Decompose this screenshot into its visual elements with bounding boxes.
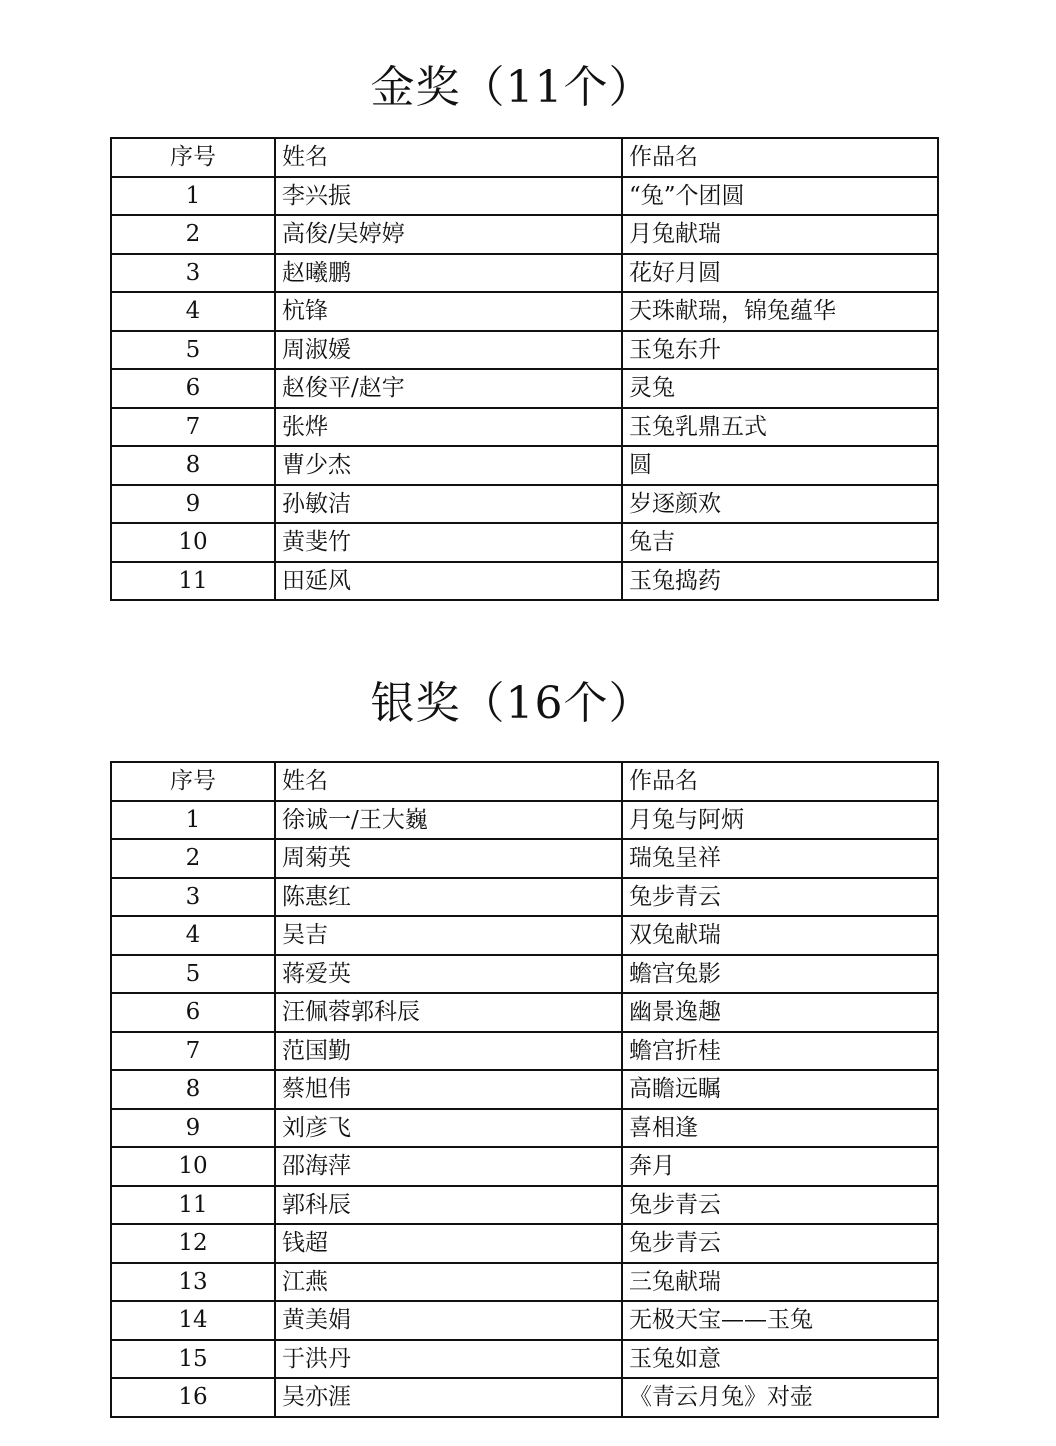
row-work: 圆 (622, 446, 938, 485)
row-name: 黄美娟 (275, 1301, 622, 1340)
row-number: 5 (111, 955, 275, 994)
row-name: 赵曦鹏 (275, 254, 622, 293)
row-work: 幽景逸趣 (622, 993, 938, 1032)
row-number: 4 (111, 916, 275, 955)
row-number: 7 (111, 408, 275, 447)
row-number: 11 (111, 1186, 275, 1225)
table-row (111, 254, 938, 293)
row-name: 郭科辰 (275, 1186, 622, 1225)
row-number: 6 (111, 993, 275, 1032)
row-name: 范国勤 (275, 1032, 622, 1071)
row-name: 赵俊平/赵宇 (275, 369, 622, 408)
table-row (111, 408, 938, 447)
row-name: 孙敏洁 (275, 485, 622, 524)
header-name: 姓名 (275, 138, 622, 177)
row-number: 9 (111, 1109, 275, 1148)
row-name: 吴吉 (275, 916, 622, 955)
row-name: 吴亦涯 (275, 1378, 622, 1417)
table-row (111, 177, 938, 216)
row-number: 10 (111, 523, 275, 562)
row-name: 高俊/吴婷婷 (275, 215, 622, 254)
row-work: 月兔与阿炳 (622, 801, 938, 840)
row-name: 蔡旭伟 (275, 1070, 622, 1109)
row-name: 徐诚一/王大巍 (275, 801, 622, 840)
table-row (111, 1070, 938, 1109)
row-number: 11 (111, 562, 275, 601)
row-number: 12 (111, 1224, 275, 1263)
row-work: 玉兔乳鼎五式 (622, 408, 938, 447)
table-row (111, 1263, 938, 1302)
row-work: 月兔献瑞 (622, 215, 938, 254)
row-name: 杭锋 (275, 292, 622, 331)
row-number: 3 (111, 254, 275, 293)
row-number: 4 (111, 292, 275, 331)
table-row (111, 562, 938, 601)
table-row (111, 993, 938, 1032)
table-row (111, 292, 938, 331)
row-work: 花好月圆 (622, 254, 938, 293)
row-work: 双兔献瑞 (622, 916, 938, 955)
table-row (111, 369, 938, 408)
row-name: 陈惠红 (275, 878, 622, 917)
row-work: 兔步青云 (622, 1186, 938, 1225)
table-row (111, 1186, 938, 1225)
row-work: 奔月 (622, 1147, 938, 1186)
table-row (111, 446, 938, 485)
table-row (111, 1378, 938, 1417)
row-name: 周菊英 (275, 839, 622, 878)
row-number: 9 (111, 485, 275, 524)
row-work: 无极天宝——玉兔 (622, 1301, 938, 1340)
row-number: 8 (111, 1070, 275, 1109)
row-name: 黄斐竹 (275, 523, 622, 562)
header-number: 序号 (111, 762, 275, 801)
table-header-row (111, 762, 938, 801)
table-row (111, 215, 938, 254)
table-row (111, 801, 938, 840)
row-work: “兔”个团圆 (622, 177, 938, 216)
row-number: 1 (111, 177, 275, 216)
table-row (111, 916, 938, 955)
row-name: 汪佩蓉郭科辰 (275, 993, 622, 1032)
row-work: 玉兔如意 (622, 1340, 938, 1379)
row-work: 玉兔东升 (622, 331, 938, 370)
row-number: 16 (111, 1378, 275, 1417)
table-row (111, 485, 938, 524)
row-work: 蟾宫兔影 (622, 955, 938, 994)
row-work: 玉兔捣药 (622, 562, 938, 601)
row-work: 喜相逢 (622, 1109, 938, 1148)
row-number: 1 (111, 801, 275, 840)
row-name: 钱超 (275, 1224, 622, 1263)
row-name: 李兴振 (275, 177, 622, 216)
silver-award-title: 银奖（16个） (370, 678, 654, 729)
row-work: 岁逐颜欢 (622, 485, 938, 524)
row-work: 天珠献瑞，锦兔蕴华 (622, 292, 938, 331)
table-row (111, 1147, 938, 1186)
row-number: 13 (111, 1263, 275, 1302)
silver-award-table (110, 761, 939, 1418)
row-number: 3 (111, 878, 275, 917)
row-work: 灵兔 (622, 369, 938, 408)
table-row (111, 1109, 938, 1148)
row-work: 兔步青云 (622, 878, 938, 917)
row-name: 田延风 (275, 562, 622, 601)
row-number: 6 (111, 369, 275, 408)
table-row (111, 955, 938, 994)
row-number: 8 (111, 446, 275, 485)
row-number: 2 (111, 839, 275, 878)
row-number: 14 (111, 1301, 275, 1340)
row-number: 15 (111, 1340, 275, 1379)
table-row (111, 331, 938, 370)
row-number: 7 (111, 1032, 275, 1071)
row-name: 蒋爱英 (275, 955, 622, 994)
row-number: 10 (111, 1147, 275, 1186)
gold-award-table (110, 137, 939, 601)
header-number: 序号 (111, 138, 275, 177)
row-number: 5 (111, 331, 275, 370)
row-number: 2 (111, 215, 275, 254)
row-name: 江燕 (275, 1263, 622, 1302)
row-name: 周淑媛 (275, 331, 622, 370)
header-work: 作品名 (622, 138, 938, 177)
table-header-row (111, 138, 938, 177)
table-row (111, 1224, 938, 1263)
row-work: 瑞兔呈祥 (622, 839, 938, 878)
row-name: 于洪丹 (275, 1340, 622, 1379)
table-row (111, 1340, 938, 1379)
row-work: 三兔献瑞 (622, 1263, 938, 1302)
table-row (111, 523, 938, 562)
row-work: 《青云月兔》对壶 (622, 1378, 938, 1417)
row-work: 蟾宫折桂 (622, 1032, 938, 1071)
table-row (111, 1032, 938, 1071)
row-work: 高瞻远瞩 (622, 1070, 938, 1109)
header-name: 姓名 (275, 762, 622, 801)
row-name: 刘彦飞 (275, 1109, 622, 1148)
table-row (111, 1301, 938, 1340)
gold-award-title: 金奖（11个） (370, 62, 654, 113)
header-work: 作品名 (622, 762, 938, 801)
row-work: 兔步青云 (622, 1224, 938, 1263)
row-name: 张烨 (275, 408, 622, 447)
table-row (111, 839, 938, 878)
row-work: 兔吉 (622, 523, 938, 562)
row-name: 邵海萍 (275, 1147, 622, 1186)
row-name: 曹少杰 (275, 446, 622, 485)
table-row (111, 878, 938, 917)
